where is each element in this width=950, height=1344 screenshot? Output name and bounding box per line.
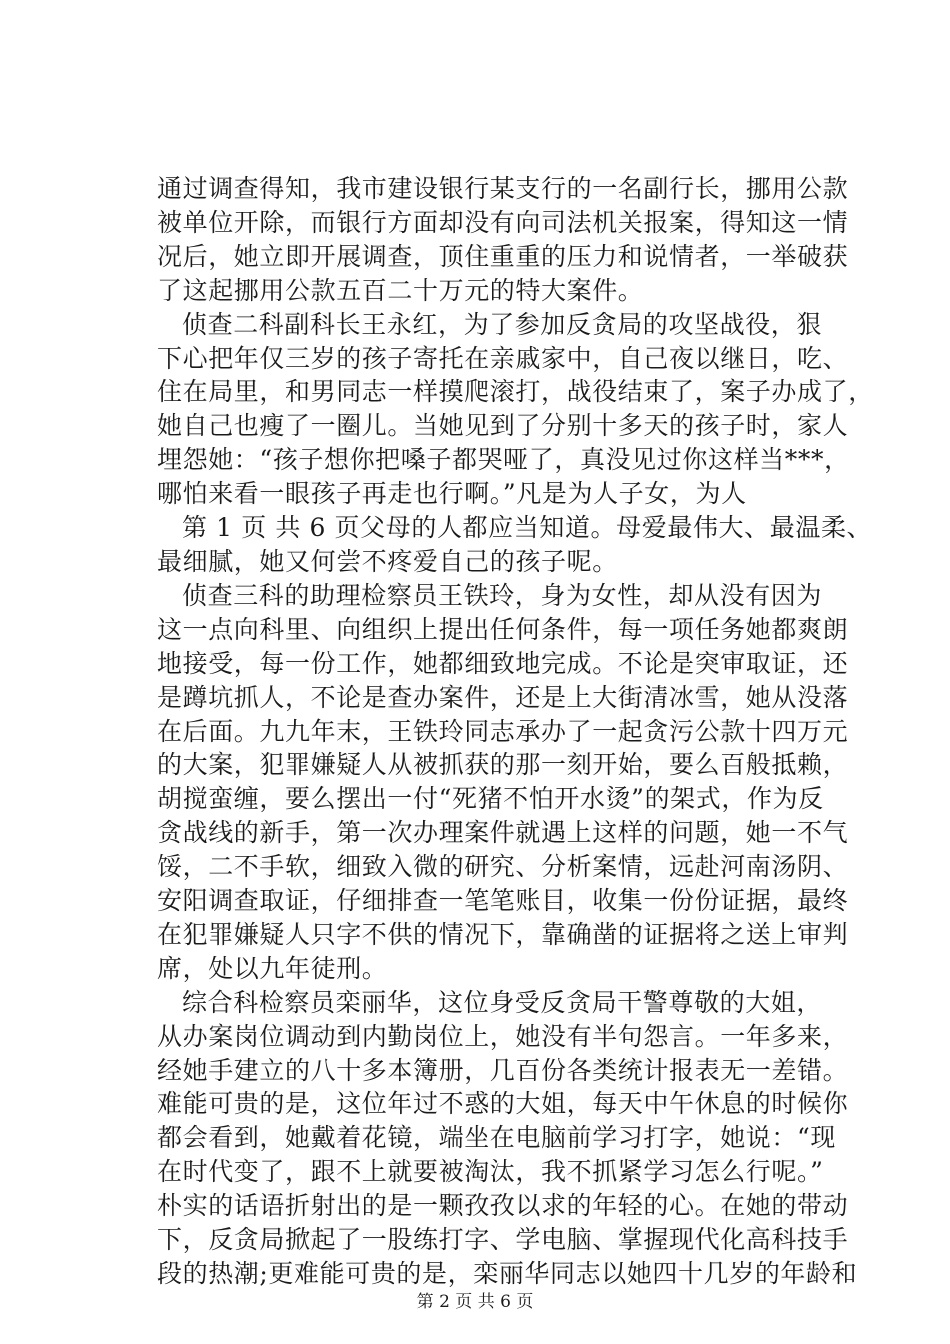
text-line: 哪怕来看一眼孩子再走也行啊。”凡是为人子女，为人	[157, 479, 747, 509]
text-line: 综合科检察员栾丽华，这位身受反贪局干警尊敬的大姐，	[182, 987, 823, 1017]
text-line: 了这起挪用公款五百二十万元的特大案件。	[157, 275, 644, 305]
text-line: 在时代变了，跟不上就要被淘汰，我不抓紧学习怎么行呢。”	[157, 1157, 824, 1187]
text-line: 席，处以九年徒刑。	[157, 953, 388, 983]
text-line: 在后面。九九年末，王铁玲同志承办了一起贪污公款十四万元	[157, 716, 849, 746]
text-line: 地接受，每一份工作，她都细致地完成。不论是突审取证，还	[157, 648, 849, 678]
text-line: 下心把年仅三岁的孩子寄托在亲戚家中，自己夜以继日，吃、	[157, 343, 849, 373]
text-line: 馁，二不手软，细致入微的研究、分析案情，远赴河南汤阴、	[157, 852, 849, 882]
text-line: 的大案，犯罪嫌疑人从被抓获的那一刻开始，要么百般抵赖，	[157, 750, 849, 780]
text-line: 下，反贪局掀起了一股练打字、学电脑、掌握现代化高科技手	[157, 1225, 849, 1255]
text-line: 况后，她立即开展调查，顶住重重的压力和说情者，一举破获	[157, 241, 849, 271]
text-line: 在犯罪嫌疑人只字不供的情况下，靠确凿的证据将之送上审判	[157, 919, 849, 949]
text-line: 住在局里，和男同志一样摸爬滚打，战役结束了，案子办成了，	[157, 377, 874, 407]
text-line: 最细腻，她又何尝不疼爱自己的孩子呢。	[157, 546, 618, 576]
text-line: 被单位开除，而银行方面却没有向司法机关报案，得知这一情	[157, 207, 849, 237]
text-line: 是蹲坑抓人，不论是查办案件，还是上大街清冰雪，她从没落	[157, 682, 849, 712]
text-line: 段的热潮;更难能可贵的是，栾丽华同志以她四十几岁的年龄和	[157, 1259, 858, 1288]
text-line: 通过调查得知，我市建设银行某支行的一名副行长，挪用公款	[157, 174, 849, 203]
text-line: 这一点向科里、向组织上提出任何条件，每一项任务她都爽朗	[157, 614, 849, 644]
text-line: 朴实的话语折射出的是一颗孜孜以求的年轻的心。在她的带动	[157, 1191, 849, 1221]
text-line: 贪战线的新手，第一次办理案件就遇上这样的问题，她一不气	[157, 818, 849, 848]
text-line: 侦查三科的助理检察员王铁玲，身为女性，却从没有因为	[182, 580, 823, 610]
text-line: 第 1 页 共 6 页父母的人都应当知道。母爱最伟大、最温柔、	[182, 513, 873, 543]
text-line: 安阳调查取证，仔细排查一笔笔账目，收集一份份证据，最终	[157, 886, 849, 916]
text-line: 埋怨她：“孩子想你把嗓子都哭哑了，真没见过你这样当***，	[157, 445, 850, 475]
text-line: 胡搅蛮缠，要么摆出一付“死猪不怕开水烫”的架式，作为反	[157, 784, 824, 814]
body-text	[157, 172, 874, 1291]
text-line: 经她手建立的八十多本簿册，几百份各类统计报表无一差错。	[157, 1055, 849, 1085]
text-line: 难能可贵的是，这位年过不惑的大姐，每天中午休息的时候你	[157, 1089, 849, 1119]
text-line: 她自己也瘦了一圈儿。当她见到了分别十多天的孩子时，家人	[157, 411, 849, 441]
text-line: 从办案岗位调动到内勤岗位上，她没有半句怨言。一年多来，	[157, 1021, 849, 1051]
text-line: 都会看到，她戴着花镜，端坐在电脑前学习打字，她说：“现	[157, 1123, 836, 1153]
text-line: 侦查二科副科长王永红，为了参加反贪局的攻坚战役，狠	[182, 309, 823, 339]
page-footer: 第 2 页 共 6 页	[416, 1292, 534, 1312]
